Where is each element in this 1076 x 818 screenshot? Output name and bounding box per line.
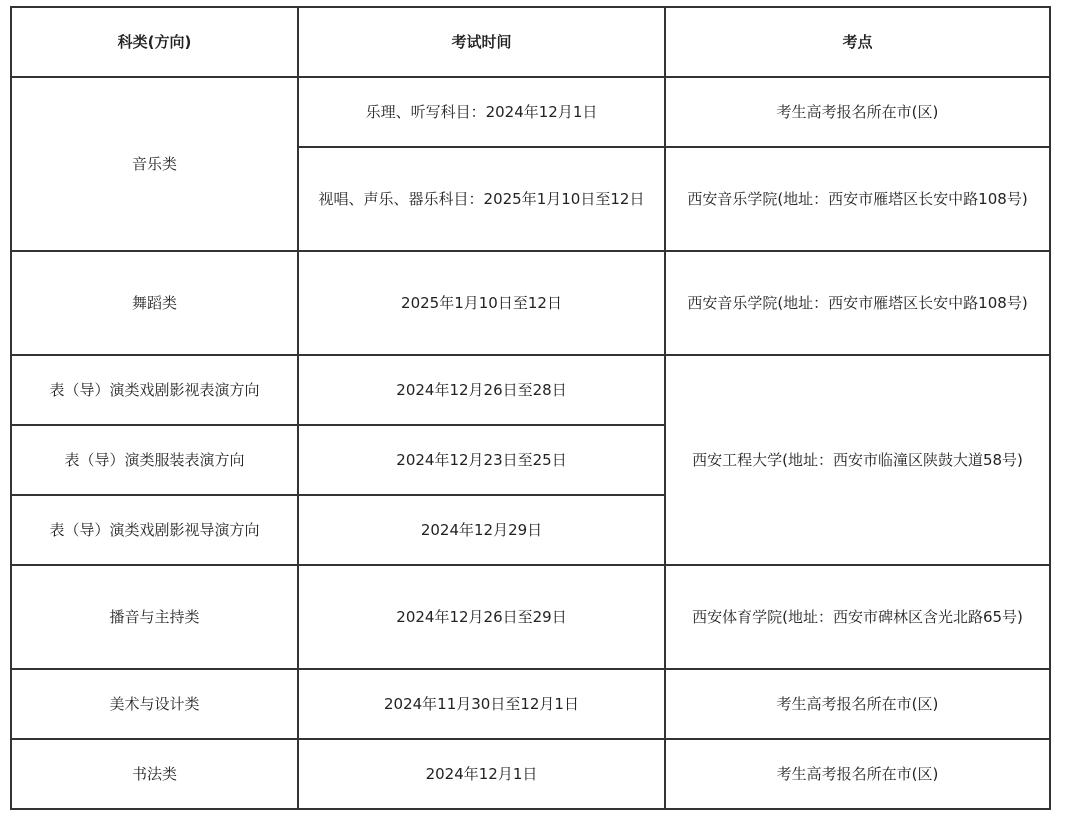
cell-calligraphy-category: 书法类 — [11, 739, 298, 809]
cell-dance-time: 2025年1月10日至12日 — [298, 251, 665, 355]
cell-calligraphy-location: 考生高考报名所在市(区) — [665, 739, 1050, 809]
table-header-row — [11, 7, 1050, 77]
cell-drama-acting-category: 表（导）演类戏剧影视表演方向 — [11, 355, 298, 425]
cell-art-design-category: 美术与设计类 — [11, 669, 298, 739]
cell-dance-category: 舞蹈类 — [11, 251, 298, 355]
cell-performance-shared-location: 西安工程大学(地址：西安市临潼区陕鼓大道58号) — [665, 355, 1050, 565]
cell-art-design-location: 考生高考报名所在市(区) — [665, 669, 1050, 739]
cell-broadcasting-location: 西安体育学院(地址：西安市碑林区含光北路65号) — [665, 565, 1050, 669]
header-location: 考点 — [665, 7, 1050, 77]
cell-music-performance-location: 西安音乐学院(地址：西安市雁塔区长安中路108号) — [665, 147, 1050, 251]
cell-fashion-category: 表（导）演类服装表演方向 — [11, 425, 298, 495]
table-row-calligraphy — [11, 739, 1050, 809]
table-row-art-design — [11, 669, 1050, 739]
table-row-dance — [11, 251, 1050, 355]
cell-art-design-time: 2024年11月30日至12月1日 — [298, 669, 665, 739]
table-row-drama-acting — [11, 355, 1050, 425]
cell-music-category: 音乐类 — [11, 77, 298, 251]
cell-dance-location: 西安音乐学院(地址：西安市雁塔区长安中路108号) — [665, 251, 1050, 355]
cell-drama-acting-time: 2024年12月26日至28日 — [298, 355, 665, 425]
header-category: 科类(方向) — [11, 7, 298, 77]
cell-music-theory-time: 乐理、听写科目：2024年12月1日 — [298, 77, 665, 147]
table-row-broadcasting — [11, 565, 1050, 669]
cell-calligraphy-time: 2024年12月1日 — [298, 739, 665, 809]
cell-drama-directing-time: 2024年12月29日 — [298, 495, 665, 565]
table-row-music-theory — [11, 77, 1050, 147]
exam-schedule-table — [10, 6, 1051, 810]
cell-broadcasting-category: 播音与主持类 — [11, 565, 298, 669]
cell-broadcasting-time: 2024年12月26日至29日 — [298, 565, 665, 669]
cell-music-performance-time: 视唱、声乐、器乐科目：2025年1月10日至12日 — [298, 147, 665, 251]
cell-drama-directing-category: 表（导）演类戏剧影视导演方向 — [11, 495, 298, 565]
header-time: 考试时间 — [298, 7, 665, 77]
cell-music-theory-location: 考生高考报名所在市(区) — [665, 77, 1050, 147]
cell-fashion-time: 2024年12月23日至25日 — [298, 425, 665, 495]
